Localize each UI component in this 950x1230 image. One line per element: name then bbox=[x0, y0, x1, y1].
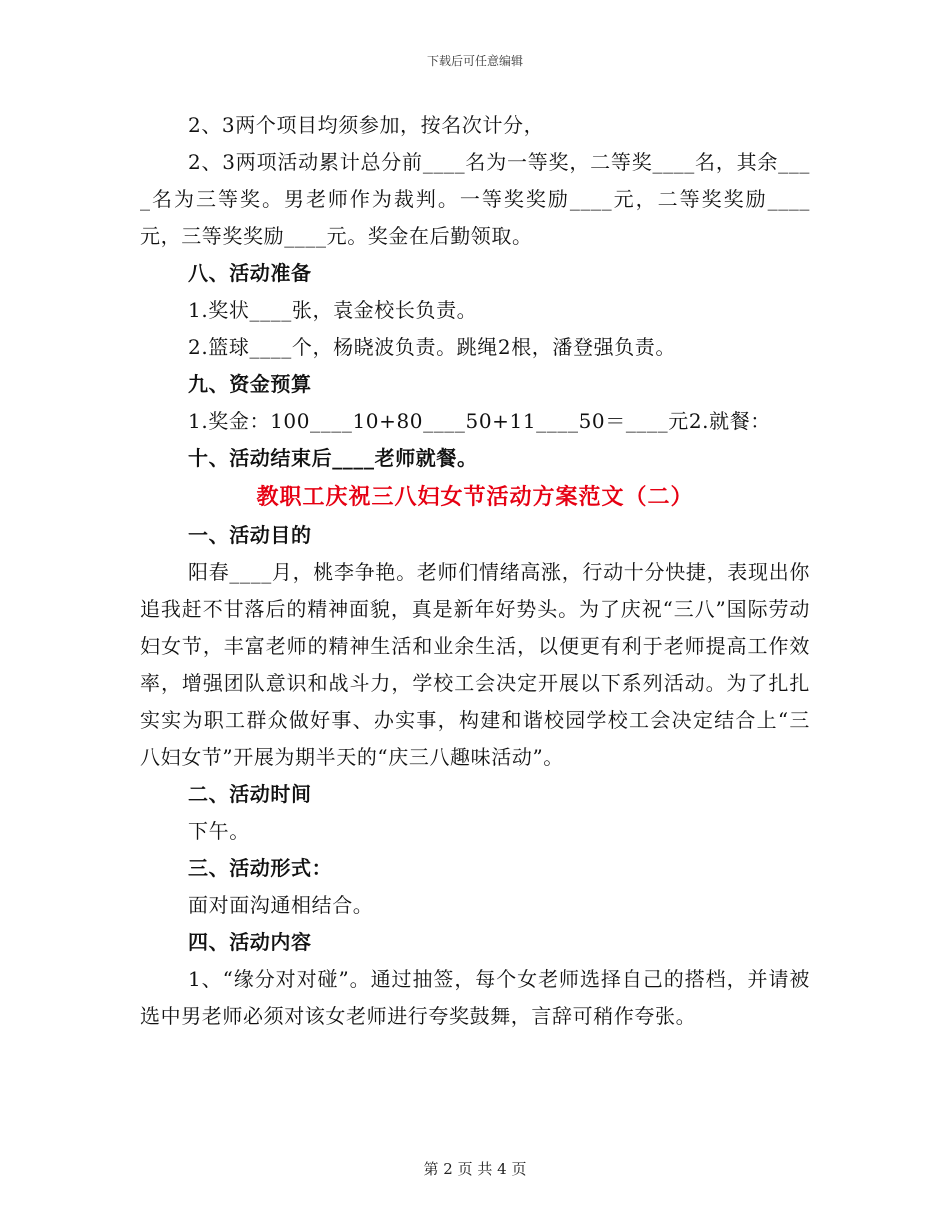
paragraph-awards: 2、3两项活动累计总分前____名为一等奖，二等奖____名，其余____名为三等奖。男老师作为裁判。一等奖奖励____元，二等奖奖励____元，三等奖奖励____元。奖金在后勤领取。 bbox=[140, 150, 810, 248]
document-title: 教职工庆祝三八妇女节活动方案范文（二） bbox=[256, 484, 694, 510]
paragraph-purpose: 阳春____月，桃李争艳。老师们情绪高涨，行动十分快捷，表现出你追我赶不甘落后的精神面貌，真是新年好势头。为了庆祝“三八”国际劳动妇女节，丰富老师的精神生活和业余生活，以便更有利于老师提高工作效率，增强团队意识和战斗力，学校工会决定开展以下系列活动。为了扎扎实实为职工群众做好事、办实事，构建和谐校园学校工会决定结合上“三八妇女节”开展为期半天的“庆三八趣味活动”。 bbox=[140, 560, 810, 769]
paragraph-scoring: 2、3两个项目均须参加，按名次计分， bbox=[188, 113, 545, 137]
heading-format: 三、活动形式： bbox=[188, 856, 333, 880]
page-header: 下载后可任意编辑 bbox=[426, 54, 523, 68]
heading-content: 四、活动内容 bbox=[188, 930, 312, 954]
heading-purpose: 一、活动目的 bbox=[188, 523, 312, 547]
paragraph-certificates: 1.奖状____张，袁金校长负责。 bbox=[188, 298, 478, 322]
paragraph-budget: 1.奖金：100____10+80____50+11____50＝____元2.就餐： bbox=[188, 409, 771, 433]
heading-preparation: 八、活动准备 bbox=[188, 261, 312, 285]
heading-dinner: 十、活动结束后____老师就餐。 bbox=[188, 446, 478, 470]
paragraph-time: 下午。 bbox=[188, 819, 250, 843]
document-body bbox=[140, 107, 810, 1035]
paragraph-format: 面对面沟通相结合。 bbox=[188, 893, 374, 917]
page-footer: 第 2 页 共 4 页 bbox=[423, 1160, 527, 1178]
paragraph-equipment: 2.篮球____个，杨晓波负责。跳绳2根，潘登强负责。 bbox=[188, 335, 677, 359]
heading-budget: 九、资金预算 bbox=[188, 372, 312, 396]
heading-time: 二、活动时间 bbox=[188, 782, 312, 806]
paragraph-content: 1、“缘分对对碰”。通过抽签，每个女老师选择自己的搭档，并请被选中男老师必须对该女老师进行夸奖鼓舞，言辞可稍作夸张。 bbox=[140, 967, 810, 1028]
